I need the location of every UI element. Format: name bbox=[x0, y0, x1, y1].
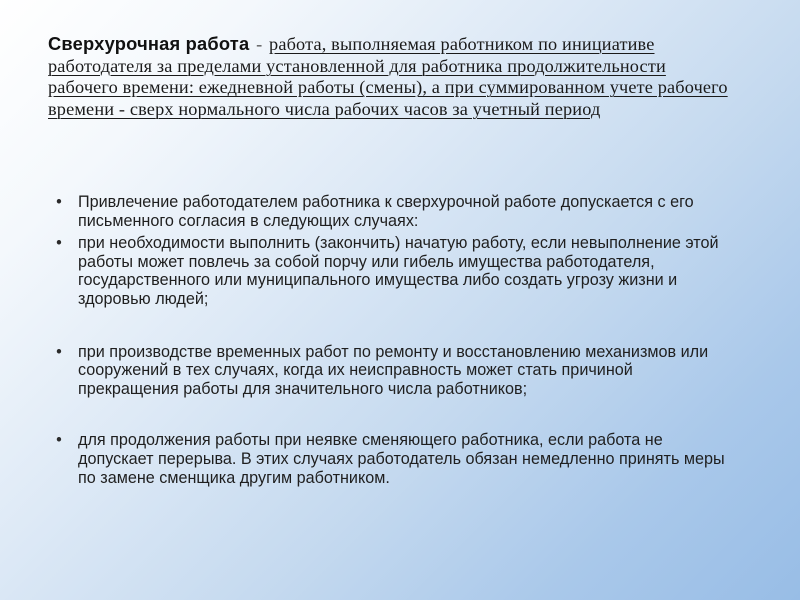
bullet-marker: • bbox=[56, 431, 62, 450]
bullet-item-unfinished-work bbox=[28, 234, 738, 308]
bullet-list bbox=[28, 193, 738, 487]
bullet-text: для продолжения работы при неявке сменяющего работника, если работа не допускает перерыва. В этих случаях работодатель обязан немедленно принять меры по замене сменщика другим работником. bbox=[78, 431, 725, 487]
term-heading: Сверхурочная работа bbox=[48, 33, 250, 54]
bullet-marker: • bbox=[56, 234, 62, 253]
bullet-text: при необходимости выполнить (закончить) начатую работу, если невыполнение этой работы может повлечь за собой порчу или гибель имущества работодателя, государственного или муниципального имущества либо создать угрозу жизни и здоровью людей; bbox=[78, 234, 719, 308]
definition-text: работа, выполняемая работником по инициативе работодателя за пределами установленной для работника продолжительности рабочего времени: ежедневной работы (смены), а при суммированном учете рабочего времени - сверх нормального числа рабочих часов за учетный период bbox=[48, 34, 728, 119]
bullet-text: Привлечение работодателем работника к сверхурочной работе допускается с его письменного согласия в следующих случаях: bbox=[78, 193, 694, 230]
bullet-item-shift-replacement bbox=[28, 431, 738, 487]
bullet-marker: • bbox=[56, 193, 62, 211]
bullet-marker: • bbox=[56, 342, 62, 361]
bullet-item-consent bbox=[28, 193, 738, 230]
bullet-text: при производстве временных работ по ремонту и восстановлению механизмов или сооружений в тех случаях, когда их неисправность может стать причиной прекращения работы для значительного числа работников; bbox=[78, 342, 709, 398]
term-dash: - bbox=[256, 34, 263, 54]
definition-paragraph bbox=[48, 33, 728, 120]
bullet-item-repair-work bbox=[28, 343, 738, 399]
